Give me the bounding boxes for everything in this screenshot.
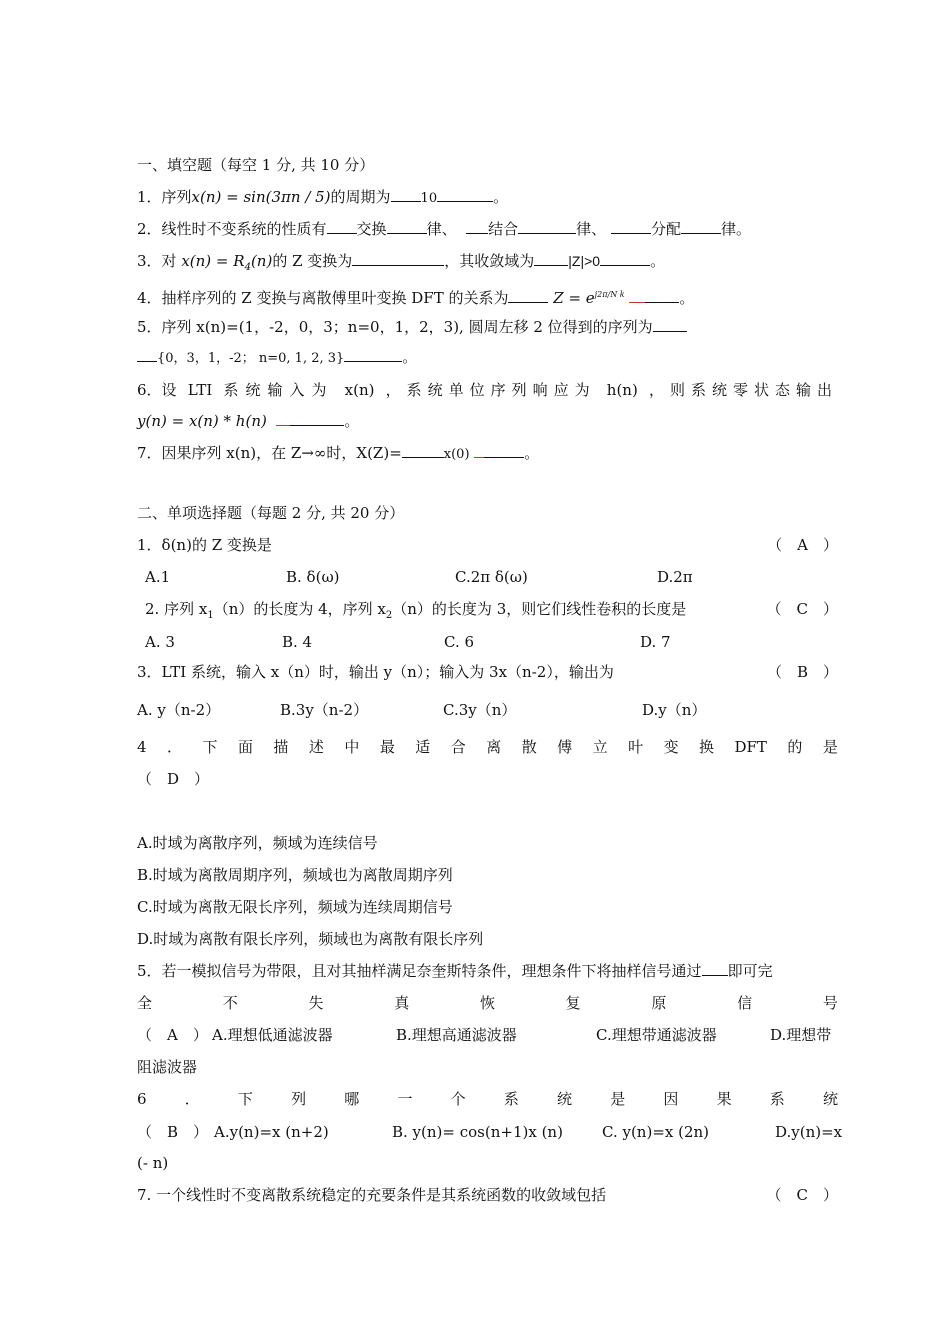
q4-word: 适 — [415, 738, 431, 756]
q5-text: 5．序列 x(n)=(1，-2，0，3；n=0，1，2，3), 圆周左移 2 位得到的序列为 — [137, 318, 653, 336]
q2-text: 律、 — [426, 220, 457, 238]
choice-q1-option-b: B. δ(ω) — [286, 568, 340, 586]
q6-word: 哪 — [344, 1090, 360, 1108]
q6-word: 统 — [557, 1090, 573, 1108]
fill-q6-cont — [137, 411, 359, 431]
q2-text: 2．线性时不变系统的性质有 — [137, 220, 327, 238]
choice-q2-option-a: A. 3 — [145, 633, 175, 651]
q5-text: 5．若一模拟信号为带限，且对其抽样满足奈奎斯特条件，理想条件下将抽样信号通过 — [137, 962, 702, 980]
choice-q4-option-c: C.时域为离散无限长序列，频域为连续周期信号 — [137, 898, 453, 916]
q4-word: 最 — [379, 738, 395, 756]
choice-q3-option-c: C.3y（n） — [443, 701, 517, 719]
choice-q3-option-d: D.y（n） — [642, 701, 707, 719]
q6-word: ，则系统零状态输出 — [648, 381, 838, 399]
blank-underline — [534, 251, 568, 266]
q4-word: 散 — [521, 738, 537, 756]
blank-underline — [681, 219, 721, 234]
choice-q1-option-d: D.2π — [657, 568, 693, 586]
blank-underline — [137, 347, 157, 362]
q4-word: ． — [167, 738, 183, 756]
q6-word: 列 — [291, 1090, 307, 1108]
choice-q3-answer: （ B ） — [766, 663, 838, 681]
choice-q1-option-a: A.1 — [145, 568, 171, 586]
q4-word: 描 — [273, 738, 289, 756]
q3-formula-sub: 4 — [244, 262, 251, 273]
q2-text: 律。 — [720, 220, 751, 238]
fill-q5-cont — [137, 347, 417, 369]
blank-underline — [327, 219, 357, 234]
q2-sub: 2 — [385, 610, 393, 621]
q4-word: 的 — [787, 738, 803, 756]
q3-formula: (n) — [250, 252, 273, 270]
q1-prefix: 1．序列 — [137, 188, 192, 206]
q3-prefix: 3．对 — [137, 252, 177, 270]
q5-word: 全 — [137, 994, 153, 1012]
fill-q7 — [137, 443, 539, 465]
q6-word: 统 — [822, 1090, 838, 1108]
q1-formula: x(n) = sin(3πn / 5) — [191, 188, 331, 206]
q4-formula-sup: j2π/N k — [594, 290, 625, 299]
blank-underline — [600, 251, 650, 266]
q4-word: 是 — [822, 738, 838, 756]
blank-underline — [437, 187, 493, 202]
q4-word: 立 — [592, 738, 608, 756]
q4-word: 离 — [486, 738, 502, 756]
fill-q2 — [137, 219, 751, 239]
q5-word: 真 — [394, 994, 410, 1012]
choice-q5 — [137, 961, 773, 981]
q5-word: 信 — [737, 994, 753, 1012]
q4-word: 叶 — [628, 738, 644, 756]
choice-q6-option-a: A.y(n)=x (n+2) — [214, 1123, 329, 1141]
q3-formula: x(n) = R — [181, 252, 245, 270]
choice-q3: 3．LTI 系统，输入 x（n）时，输出 y（n）；输入为 3x（n-2），输出为 — [137, 663, 614, 681]
q1-answer: 10 — [420, 191, 438, 206]
choice-q2-answer: （ C ） — [766, 600, 838, 618]
q4-word: 合 — [450, 738, 466, 756]
blank-underline — [352, 251, 444, 266]
choice-q5-option-d: D.理想带 — [770, 1026, 832, 1044]
choice-q4-option-b: B.时域为离散周期序列，频域也为离散周期序列 — [137, 866, 453, 884]
blank-underline — [402, 443, 444, 458]
q6-word: 系 — [503, 1090, 519, 1108]
choice-q6-option-d: D.y(n)=x — [775, 1123, 843, 1141]
q3-middle: 的 Z 变换为 — [272, 252, 353, 270]
choice-q4-answer: （ D ） — [137, 770, 210, 788]
fill-q3 — [137, 251, 665, 278]
blank-underline — [611, 219, 651, 234]
choice-q6 — [137, 1089, 838, 1109]
q3-middle: ，其收敛域为 — [444, 252, 535, 270]
q6-word: 果 — [716, 1090, 732, 1108]
q2-text: （n）的长度为 3，则它们线性卷积的长度是 — [392, 600, 687, 618]
q6-word: 是 — [610, 1090, 626, 1108]
blank-underline — [344, 347, 402, 362]
red-mark — [276, 411, 290, 426]
q5-word: 复 — [565, 994, 581, 1012]
q6-word: h(n) — [606, 381, 638, 399]
q6-word: ． — [184, 1090, 200, 1108]
q2-answer-2: 结合 — [488, 220, 519, 238]
q7-answer: x(0) — [443, 447, 470, 462]
q6-word: ，系统单位序列响应为 — [385, 381, 596, 399]
choice-q3-option-b: B.3y（n-2） — [280, 701, 369, 719]
fill-q1 — [137, 187, 508, 209]
q3-answer: |Z|>0 — [568, 253, 601, 269]
choice-q6-option-b: B. y(n)= cos(n+1)x (n) — [392, 1123, 563, 1141]
q4-word: DFT — [734, 738, 767, 756]
blank-underline — [653, 317, 687, 332]
q5-answer: {0，3，1，-2； n=0, 1, 2, 3} — [157, 351, 345, 366]
q6-word: 因 — [663, 1090, 679, 1108]
q2-answer-3: 分配 — [650, 220, 681, 238]
q6-word: 6．设 — [137, 381, 177, 399]
choice-q6-option-c: C. y(n)=x (2n) — [602, 1123, 710, 1141]
q4-end: 。 — [679, 289, 695, 307]
choice-q5-option-b: B.理想高通滤波器 — [396, 1026, 517, 1044]
choice-q1-answer: （ A ） — [767, 536, 838, 554]
choice-q4 — [137, 737, 838, 757]
choice-q5-option-a: A.理想低通滤波器 — [212, 1026, 333, 1044]
q5-word: 号 — [822, 994, 838, 1012]
q6-formula: y(n) = x(n) * h(n) — [137, 412, 267, 430]
choice-q2-option-d: D. 7 — [640, 633, 671, 651]
q5-word: 不 — [222, 994, 238, 1012]
blank-underline — [518, 219, 576, 234]
q4-text: 4．抽样序列的 Z 变换与离散傅里叶变换 DFT 的关系为 — [137, 289, 509, 307]
q5-word: 原 — [651, 994, 667, 1012]
q6-word: x(n) — [344, 381, 375, 399]
q2-text: （n）的长度为 4，序列 x — [213, 600, 386, 618]
q6-word: 下 — [237, 1090, 253, 1108]
choice-q6-answer: （ B ） — [137, 1123, 209, 1141]
q5-word: 恢 — [479, 994, 495, 1012]
section1-title: 一、填空题（每空 1 分, 共 10 分） — [137, 156, 375, 174]
q4-word: 换 — [699, 738, 715, 756]
q4-word: 述 — [308, 738, 324, 756]
q6-word: 个 — [450, 1090, 466, 1108]
blank-underline — [645, 288, 679, 303]
q4-word: 下 — [202, 738, 218, 756]
q6-end: 。 — [344, 412, 360, 430]
q5-end: 。 — [402, 348, 418, 366]
q6-word: LTI — [187, 381, 213, 399]
choice-q3-option-a: A. y（n-2） — [137, 701, 221, 719]
blank-underline — [466, 219, 488, 234]
q2-answer-1: 交换 — [356, 220, 387, 238]
q4-word: 4 — [137, 738, 147, 756]
q5-text: 即可完 — [727, 962, 773, 980]
red-mark — [474, 443, 484, 458]
choice-q4-option-d: D.时域为离散有限长序列，频域也为离散有限长序列 — [137, 930, 484, 948]
fill-q6 — [137, 380, 838, 400]
q1-middle: 的周期为 — [330, 188, 391, 206]
choice-q5-cont — [137, 993, 838, 1013]
q5-word: 失 — [308, 994, 324, 1012]
choice-q2-option-b: B. 4 — [282, 633, 313, 651]
q2-text: 2. 序列 x — [145, 600, 208, 618]
q4-word: 面 — [237, 738, 253, 756]
section2-title: 二、单项选择题（每题 2 分, 共 20 分） — [137, 504, 405, 522]
blank-underline — [484, 443, 524, 458]
q1-end: 。 — [493, 188, 509, 206]
choice-q2-option-c: C. 6 — [444, 633, 475, 651]
blank-underline — [387, 219, 427, 234]
blank-underline — [702, 961, 728, 976]
q4-word: 变 — [663, 738, 679, 756]
choice-q6-option-d-cont: (- n) — [137, 1154, 169, 1172]
choice-q4-option-a: A.时域为离散序列，频域为连续信号 — [137, 834, 378, 852]
q3-end: 。 — [650, 252, 666, 270]
blank-underline — [290, 411, 344, 426]
blank-underline — [508, 288, 548, 303]
q7-text: 7．因果序列 x(n)，在 Z→∞时，X(Z)= — [137, 444, 402, 462]
choice-q1: 1．δ(n)的 Z 变换是 — [137, 536, 272, 554]
fill-q5 — [137, 317, 687, 337]
choice-q5-option-c: C.理想带通滤波器 — [596, 1026, 717, 1044]
blank-underline — [391, 187, 421, 202]
choice-q7-answer: （ C ） — [766, 1186, 838, 1204]
q6-word: 一 — [397, 1090, 413, 1108]
red-mark — [629, 288, 645, 303]
q4-word: 傅 — [557, 738, 573, 756]
q6-word: 系 — [769, 1090, 785, 1108]
choice-q7: 7. 一个线性时不变离散系统稳定的充要条件是其系统函数的收敛域包括 — [137, 1186, 607, 1204]
choice-q5-option-d-cont: 阻滤波器 — [137, 1058, 198, 1076]
choice-q5-answer: （ A ） — [137, 1026, 208, 1044]
fill-q4 — [137, 285, 694, 308]
choice-q1-option-c: C.2π δ(ω) — [455, 568, 528, 586]
q6-word: 6 — [137, 1090, 147, 1108]
choice-q2 — [145, 599, 686, 626]
q6-word: 系统输入为 — [223, 381, 334, 399]
q4-word: 中 — [344, 738, 360, 756]
q2-text: 律、 — [576, 220, 607, 238]
q2-sub: 1 — [207, 610, 214, 621]
q7-end: 。 — [524, 444, 540, 462]
q4-formula: Z = e — [553, 289, 595, 307]
